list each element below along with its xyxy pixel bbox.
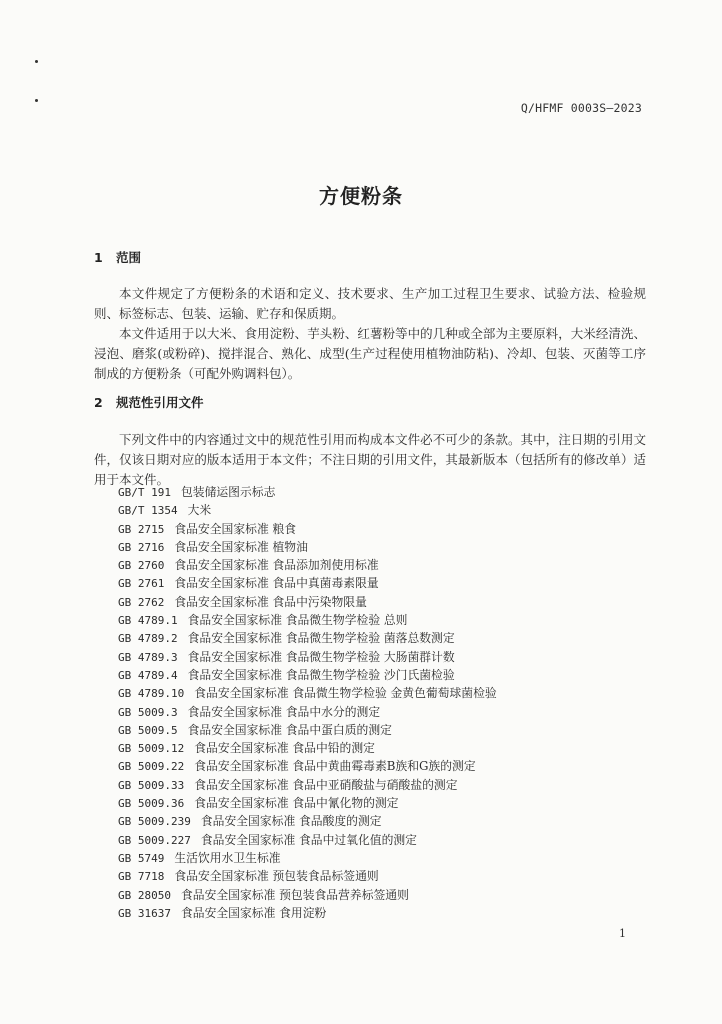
reference-code: GB 4789.1: [118, 614, 178, 628]
section-title: 范围: [116, 250, 142, 265]
reference-item: [118, 629, 497, 647]
reference-code: GB 2760: [118, 559, 165, 573]
reference-title: 食品安全国家标准 植物油: [174, 539, 308, 554]
reference-item: [118, 574, 497, 592]
reference-item: [118, 684, 497, 702]
reference-code: GB 4789.4: [118, 668, 178, 682]
reference-code: GB 4789.10: [118, 687, 185, 701]
reference-item: [118, 739, 497, 757]
reference-item: [118, 501, 497, 519]
reference-code: GB 2716: [118, 540, 165, 554]
reference-title: 包装储运图示标志: [180, 485, 276, 499]
reference-code: GB 5009.227: [118, 833, 191, 847]
reference-item: [118, 703, 497, 721]
scan-speck: [35, 60, 38, 63]
reference-title: 食品安全国家标准 预包装食品营养标签通则: [180, 887, 409, 902]
reference-item: [118, 776, 497, 794]
reference-title: 食品安全国家标准 食品中过氧化值的测定: [200, 832, 417, 847]
reference-item: [118, 648, 497, 666]
reference-item: [118, 538, 497, 556]
reference-item: [118, 794, 497, 812]
reference-item: [118, 831, 497, 849]
scope-paragraph-1: 本文件规定了方便粉条的术语和定义、技术要求、生产加工过程卫生要求、试验方法、检验规则、标签标志、包装、运输、贮存和保质期。: [94, 286, 646, 321]
reference-title: 食品安全国家标准 食品中污染物限量: [174, 594, 367, 609]
scan-speck: [35, 99, 38, 102]
reference-code: GB 2715: [118, 522, 165, 536]
document-title: 方便粉条: [319, 184, 403, 208]
section-heading-scope: [94, 248, 141, 266]
reference-code: GB 5009.3: [118, 705, 178, 719]
reference-item: [118, 520, 497, 538]
reference-title: 食品安全国家标准 食品中氰化物的测定: [194, 796, 399, 811]
references-intro-paragraph: 下列文件中的内容通过文中的规范性引用而构成本文件必不可少的条款。其中，注日期的引用文件，仅该日期对应的版本适用于本文件；不注日期的引用文件，其最新版本（包括所有的修改单）适用于本文件。: [94, 432, 646, 487]
reference-title: 大米: [187, 503, 212, 518]
reference-title: 食品安全国家标准 预包装食品标签通则: [174, 869, 379, 884]
reference-title: 食品安全国家标准 食品中水分的测定: [187, 704, 381, 719]
section-title: 规范性引用文件: [116, 395, 204, 410]
reference-code: GB 2762: [118, 595, 165, 609]
reference-title: 食品安全国家标准 食品中蛋白质的测定: [187, 722, 392, 737]
reference-code: GB 5009.36: [118, 797, 185, 811]
reference-title: 食品安全国家标准 食品中黄曲霉毒素B族和G族的测定: [194, 759, 476, 774]
reference-title: 生活饮用水卫生标准: [174, 850, 281, 865]
section-number: 2: [94, 395, 103, 410]
section-heading-normative-references: [94, 393, 204, 411]
reference-item: [118, 812, 497, 830]
section-number: 1: [94, 250, 103, 265]
reference-item: [118, 886, 497, 904]
reference-code: GB 5009.5: [118, 723, 178, 737]
reference-item: [118, 721, 497, 739]
reference-code: GB/T 191: [118, 486, 171, 499]
reference-code: GB 5009.239: [118, 815, 191, 829]
reference-item: [118, 611, 497, 629]
reference-code: GB 7718: [118, 870, 165, 884]
reference-title: 食品安全国家标准 食品中铅的测定: [194, 741, 375, 756]
reference-item: [118, 666, 497, 684]
reference-code: GB/T 1354: [118, 504, 178, 518]
reference-item: [118, 904, 497, 922]
reference-code: GB 4789.3: [118, 650, 178, 664]
reference-title: 食品安全国家标准 食品微生物学检验 沙门氏菌检验: [187, 667, 455, 682]
reference-title: 食品安全国家标准 食品微生物学检验 总则: [187, 613, 408, 628]
reference-item: [118, 867, 497, 885]
reference-code: GB 5749: [118, 851, 165, 865]
reference-item: [118, 849, 497, 867]
reference-code: GB 5009.33: [118, 778, 185, 792]
reference-code: GB 2761: [118, 577, 165, 591]
reference-code: GB 31637: [118, 906, 171, 920]
reference-item: [118, 593, 497, 611]
reference-item: [118, 556, 497, 574]
reference-title: 食品安全国家标准 食品微生物学检验 菌落总数测定: [187, 631, 455, 646]
scope-paragraph-2: 本文件适用于以大米、食用淀粉、芋头粉、红薯粉等中的几种或全部为主要原料，大米经清洗、浸泡、磨浆(或粉碎)、搅拌混合、熟化、成型(生产过程使用植物油防粘)、冷却、包装、灭菌等工序制成的方便粉条（可配外购调料包）。: [94, 326, 646, 381]
reference-code: GB 5009.12: [118, 742, 185, 756]
reference-item: [118, 483, 497, 501]
reference-code: GB 5009.22: [118, 760, 185, 774]
page-number: 1: [619, 927, 626, 940]
reference-list: [118, 483, 497, 922]
reference-title: 食品安全国家标准 食品酸度的测定: [200, 814, 382, 829]
reference-title: 食品安全国家标准 食品微生物学检验 金黄色葡萄球菌检验: [194, 686, 497, 701]
reference-title: 食品安全国家标准 食品微生物学检验 大肠菌群计数: [187, 649, 455, 664]
reference-item: [118, 757, 497, 775]
reference-title: 食品安全国家标准 食品中真菌毒素限量: [174, 576, 379, 591]
reference-title: 食品安全国家标准 食用淀粉: [180, 905, 327, 920]
reference-code: GB 4789.2: [118, 632, 178, 646]
reference-title: 食品安全国家标准 粮食: [174, 521, 297, 536]
reference-title: 食品安全国家标准 食品添加剂使用标准: [174, 558, 379, 573]
reference-title: 食品安全国家标准 食品中亚硝酸盐与硝酸盐的测定: [194, 777, 458, 792]
document-code: Q/HFMF 0003S—2023: [520, 101, 642, 115]
reference-code: GB 28050: [118, 888, 171, 902]
